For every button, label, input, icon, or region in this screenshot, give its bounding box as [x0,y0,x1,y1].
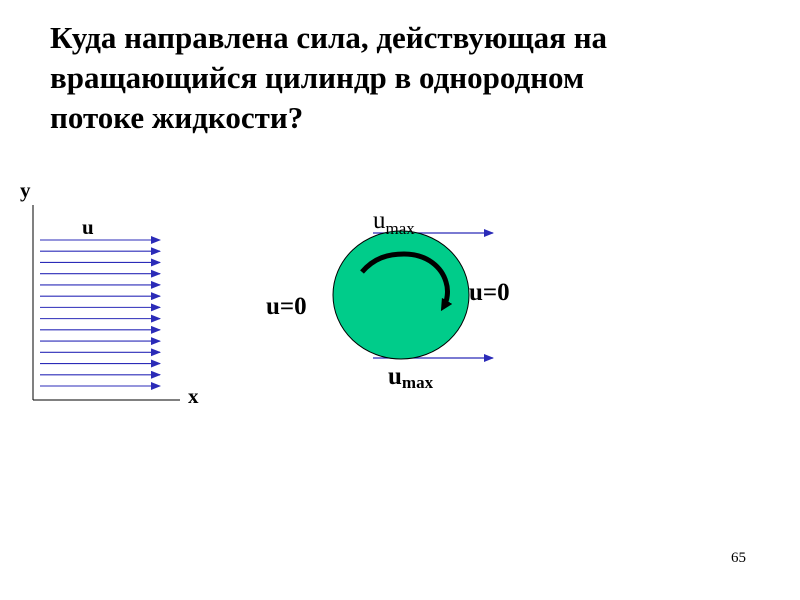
top-label-sub: max [385,219,415,238]
title-line-2: вращающийся цилиндр в однородном [50,60,585,95]
bottom-velocity-label [388,363,434,392]
title-line-1: Куда направлена сила, действующая на [50,20,608,55]
rotating-cylinder-group [266,207,510,392]
uniform-flow-profile [20,178,199,408]
bottom-label-base: u [388,363,402,390]
bottom-label-sub: max [401,373,434,392]
right-zero-velocity-label: u=0 [469,279,510,306]
velocity-label: u [82,215,94,239]
title-line-3: потоке жидкости? [50,100,304,135]
velocity-arrows [40,240,160,386]
left-zero-velocity-label: u=0 [266,293,307,320]
top-velocity-label [373,207,415,238]
top-label-base: u [373,207,386,234]
x-axis-label: x [188,384,199,408]
y-axis-label: y [20,178,31,202]
page-number: 65 [731,550,746,566]
